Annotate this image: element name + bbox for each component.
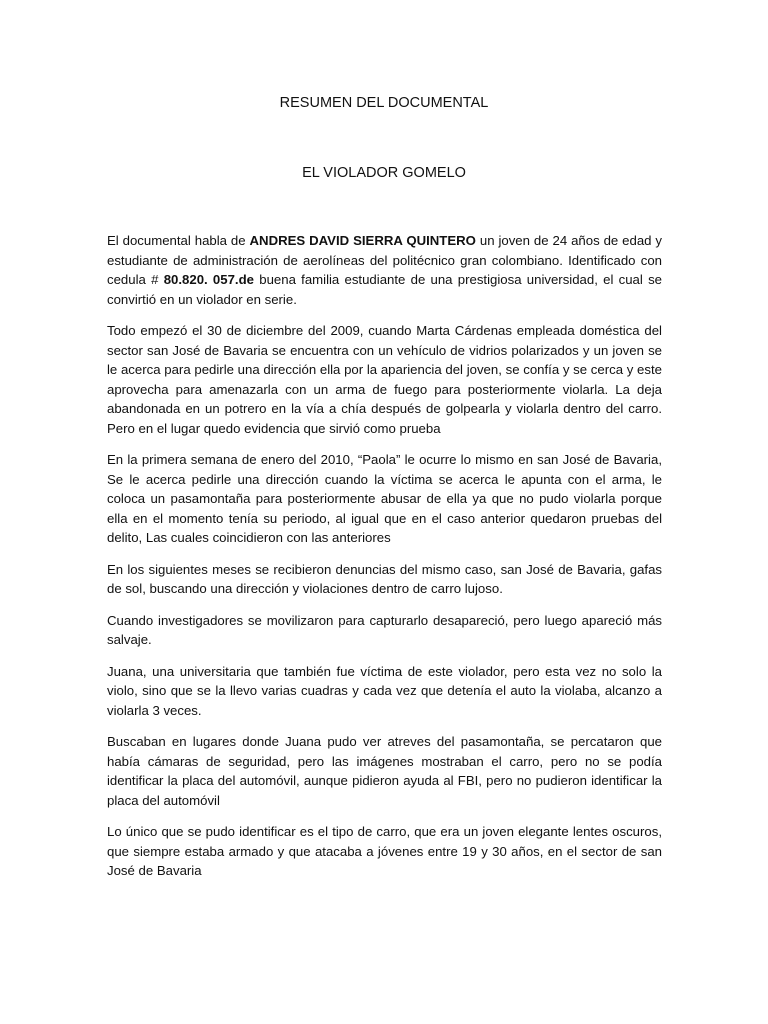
paragraph-1-text-c: buena familia estudiante de una prestigiosa universidad, el cual se convirtió en un violador en serie. — [107, 272, 662, 307]
paragraph-1-bold-id: 80.820. 057.de — [163, 272, 254, 287]
document-title: RESUMEN DEL DOCUMENTAL — [279, 95, 489, 111]
paragraph-6: Juana, una universitaria que también fue víctima de este violador, pero esta vez no solo la violo, sino que se la llevo varias cuadras y cada vez que detenía el auto la violaba, alcanzo a violarla 3 veces. — [107, 663, 662, 718]
paragraph-3: En la primera semana de enero del 2010, “Paola” le ocurre lo mismo en san José de Bavaria, Se le acerca pedirle una dirección cuando la víctima se acerca le apunta con el arma, le coloca un pasamontaña para posteriormente abusar de ella ya que no pudo violarla porque ella en el momento tenía su periodo, al igual que en el caso anterior quedaron pruebas del delito, Las cuales coincidieron con las anteriores — [107, 452, 662, 545]
document-subtitle: EL VIOLADOR GOMELO — [302, 165, 466, 181]
paragraph-1-text-b: un joven de 24 años de edad y estudiante de administración de aerolíneas del politécnico gran colombiano. Identificado con cedula # — [107, 233, 663, 287]
paragraph-1-text-a: El documental habla de — [107, 233, 250, 248]
paragraph-1-bold-name: ANDRES DAVID SIERRA QUINTERO — [249, 233, 476, 248]
document-body — [107, 231, 662, 893]
paragraph-5: Cuando investigadores se movilizaron para capturarlo desapareció, pero luego apareció más salvaje. — [107, 612, 662, 647]
paragraph-8: Lo único que se pudo identificar es el tipo de carro, que era un joven elegante lentes oscuros, que siempre estaba armado y que atacaba a jóvenes entre 19 y 30 años, en el sector de san José de Bavaria — [107, 824, 662, 878]
paragraph-2: Todo empezó el 30 de diciembre del 2009, cuando Marta Cárdenas empleada doméstica del sector san José de Bavaria se encuentra con un vehículo de vidrios polarizados y un joven se le acerca para pedirle una dirección ella por la apariencia del joven, se confía y se cerca y este aprovecha para amenazarla con un arma de fuego para posteriormente violarla. La deja abandonada en un potrero en la vía a chía después de golpearla y violarla dentro del carro. Pero en el lugar quedo evidencia que sirvió como prueba — [107, 323, 662, 436]
paragraph-4: En los siguientes meses se recibieron denuncias del mismo caso, san José de Bavaria, gafas de sol, buscando una dirección y violaciones dentro de carro lujoso. — [107, 561, 662, 596]
paragraph-1 — [107, 231, 662, 309]
paragraph-7: Buscaban en lugares donde Juana pudo ver atreves del pasamontaña, se percataron que había cámaras de seguridad, pero las imágenes mostraban el carro, pero no se podía identificar la placa del automóvil, aunque pidieron ayuda al FBI, pero no pudieron identificar la placa del automóvil — [107, 734, 662, 808]
